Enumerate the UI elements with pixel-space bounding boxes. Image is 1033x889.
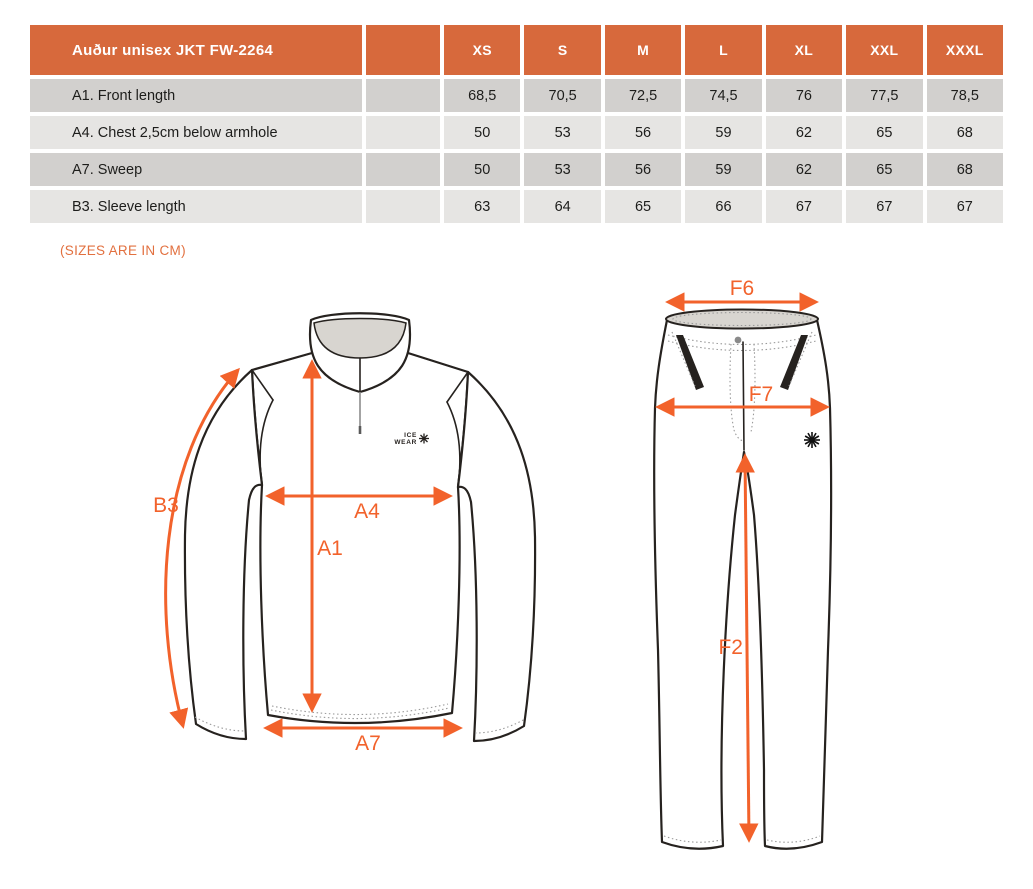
pants-drawing [654,280,831,849]
size-table [30,25,1003,223]
jacket-left-sleeve [185,370,262,739]
size-value: 53 [524,153,600,186]
jacket-diagram [140,280,580,870]
pants-diagram [630,280,1030,880]
row-label-front-length: A1. Front length [30,79,362,112]
brand-text-line2: WEAR [394,439,417,446]
f7-label: F7 [748,383,774,406]
row-spacer [366,190,440,223]
fly-seam [743,342,744,450]
column-header-xxxl: XXXL [927,25,1003,75]
size-value: 70,5 [524,79,600,112]
size-value: 78,5 [927,79,1003,112]
column-header-xxl: XXL [846,25,922,75]
size-value: 67 [766,190,842,223]
table-header-spacer [366,25,440,75]
units-note: (SIZES ARE IN CM) [60,243,186,258]
column-header-xl: XL [766,25,842,75]
brand-text-line1: ICE [404,432,417,439]
size-value: 56 [605,116,681,149]
row-label-chest: A4. Chest 2,5cm below armhole [30,116,362,149]
row-spacer [366,116,440,149]
snowflake-icon [419,434,429,444]
waist-button [735,337,742,344]
size-value: 65 [605,190,681,223]
jacket-drawing [153,313,535,755]
f2-arrow [745,456,749,840]
a7-label: A7 [355,732,381,755]
row-spacer [366,79,440,112]
size-value: 72,5 [605,79,681,112]
size-value: 65 [846,153,922,186]
size-value: 50 [444,153,520,186]
size-value: 63 [444,190,520,223]
size-value: 68,5 [444,79,520,112]
column-header-xs: XS [444,25,520,75]
pants-body [654,320,831,849]
size-value: 68 [927,153,1003,186]
a1-label: A1 [317,537,343,560]
size-value: 64 [524,190,600,223]
table-title: Auður unisex JKT FW-2264 [30,25,362,75]
row-spacer [366,153,440,186]
size-value: 67 [846,190,922,223]
size-value: 74,5 [685,79,761,112]
column-header-m: M [605,25,681,75]
f6-label: F6 [729,280,755,300]
size-value: 65 [846,116,922,149]
size-value: 62 [766,153,842,186]
size-value: 59 [685,153,761,186]
jacket-right-sleeve [458,372,535,741]
size-value: 77,5 [846,79,922,112]
size-value: 53 [524,116,600,149]
row-label-sleeve-length: B3. Sleeve length [30,190,362,223]
size-value: 66 [685,190,761,223]
size-value: 50 [444,116,520,149]
size-value: 62 [766,116,842,149]
a4-label: A4 [354,500,380,523]
b3-label: B3 [153,494,179,517]
size-value: 67 [927,190,1003,223]
size-value: 56 [605,153,681,186]
size-value: 76 [766,79,842,112]
row-label-sweep: A7. Sweep [30,153,362,186]
column-header-l: L [685,25,761,75]
column-header-s: S [524,25,600,75]
size-value: 59 [685,116,761,149]
size-value: 68 [927,116,1003,149]
f2-label: F2 [718,636,743,659]
